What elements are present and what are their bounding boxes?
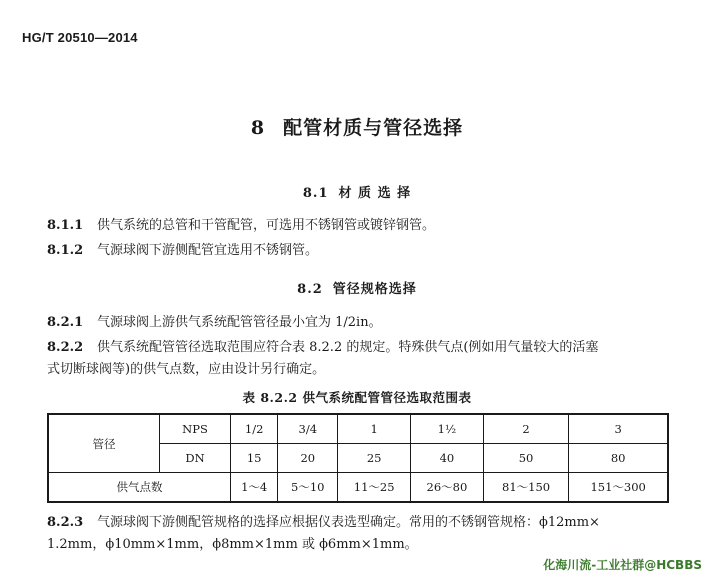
clause-text-line1: 供气系统配管管径选取范围应符合表 8.2.2 的规定。特殊供气点(例如用气量较大的活塞 — [97, 340, 599, 355]
dn-cell: 20 — [278, 444, 338, 473]
section-title-text: 管径规格选择 — [332, 282, 417, 297]
nps-cell: 2 — [483, 414, 569, 444]
clause-number: 8.2.2 — [47, 340, 84, 355]
clause-text: 气源球阀下游侧配管宜选用不锈钢管。 — [97, 243, 319, 258]
supply-cell: 1～4 — [231, 473, 278, 503]
supply-cell: 26～80 — [411, 473, 484, 503]
clause-text-line1: 气源球阀下游侧配管规格的选择应根据仪表选型确定。常用的不锈钢管规格：ϕ12mm× — [97, 515, 600, 530]
clause-8-2-1 — [47, 312, 687, 334]
clause-number: 8.1.1 — [47, 218, 84, 233]
pipe-size-header: 管径 — [48, 414, 160, 473]
nps-label: NPS — [160, 414, 231, 444]
section-number: 8.1 — [302, 186, 329, 201]
chapter-title — [0, 113, 714, 140]
supply-points-header: 供气点数 — [48, 473, 231, 503]
clause-text: 气源球阀上游供气系统配管管径最小宜为 1/2in。 — [97, 315, 382, 330]
standard-code: HG/T 20510—2014 — [22, 30, 138, 45]
clause-text-line2: 1.2mm，ϕ10mm×1mm，ϕ8mm×1mm 或 ϕ6mm×1mm。 — [47, 537, 418, 552]
watermark: 化海川流-工业社群@HCBBS — [543, 558, 702, 572]
clause-text-line2: 式切断球阀等)的供气点数，应由设计另行确定。 — [47, 362, 326, 377]
clause-number: 8.1.2 — [47, 243, 84, 258]
clause-8-1-2 — [47, 240, 687, 262]
section-title-text: 材 质 选 择 — [338, 186, 412, 201]
clause-number: 8.2.3 — [47, 515, 84, 530]
chapter-number: 8 — [250, 117, 266, 139]
clause-8-2-3 — [47, 512, 687, 556]
dn-label: DN — [160, 444, 231, 473]
pipe-spec-table — [47, 413, 669, 503]
clause-text: 供气系统的总管和干管配管，可选用不锈钢管或镀锌钢管。 — [97, 218, 436, 233]
nps-cell: 3 — [569, 414, 668, 444]
nps-cell: 1½ — [411, 414, 484, 444]
section-number: 8.2 — [297, 282, 323, 297]
supply-cell: 151～300 — [569, 473, 668, 503]
dn-cell: 80 — [569, 444, 668, 473]
dn-cell: 50 — [483, 444, 569, 473]
nps-cell: 1 — [338, 414, 411, 444]
table-row-nps — [48, 414, 668, 444]
nps-cell: 1/2 — [231, 414, 278, 444]
dn-cell: 15 — [231, 444, 278, 473]
supply-cell: 11～25 — [338, 473, 411, 503]
dn-cell: 25 — [338, 444, 411, 473]
supply-cell: 5～10 — [278, 473, 338, 503]
clause-8-2-2 — [47, 337, 687, 381]
table-caption: 表 8.2.2 供气系统配管管径选取范围表 — [242, 390, 472, 405]
chapter-title-text: 配管材质与管径选择 — [283, 117, 464, 139]
section-title-8-2 — [0, 278, 714, 297]
supply-cell: 81～150 — [483, 473, 569, 503]
dn-cell: 40 — [411, 444, 484, 473]
table-row-supply-points — [48, 473, 668, 503]
clause-number: 8.2.1 — [47, 315, 84, 330]
clause-8-1-1 — [47, 215, 687, 237]
section-title-8-1 — [0, 182, 714, 201]
nps-cell: 3/4 — [278, 414, 338, 444]
